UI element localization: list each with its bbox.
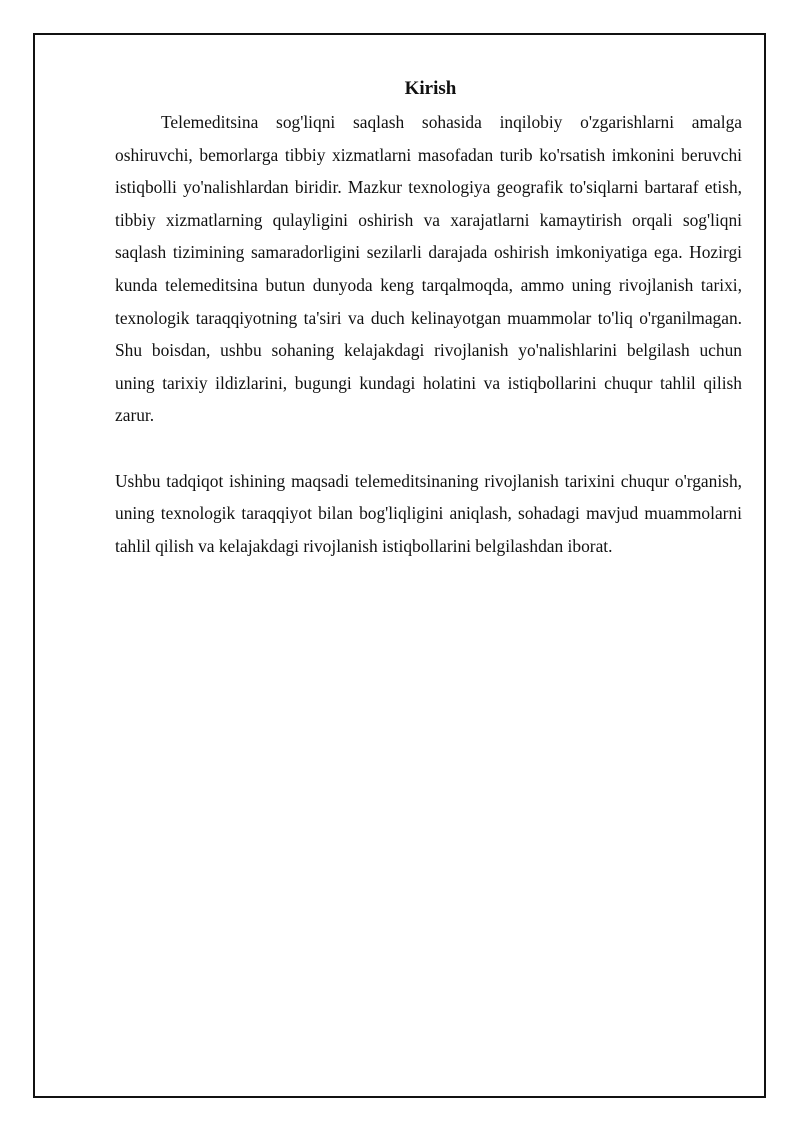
purpose-paragraph: Ushbu tadqiqot ishining maqsadi telemeditsinaning rivojlanish tarixini chuqur o'rganish, uning texnologik taraqqiyot bilan bog'liqligini aniqlash, sohadagi mavjud muammolarni tahlil qilish va kelajakdagi rivojlanish istiqbollarini belgilashdan iborat. [115,470,742,556]
intro-paragraph: Telemeditsina sog'liqni saqlash sohasida inqilobiy o'zgarishlarni amalga oshiruvchi, bemorlarga tibbiy xizmatlarni masofadan turib ko'rsatish imkonini beruvchi istiqbolli yo'nalishlardan biridir. Mazkur texnologiya geografik to'siqlarni bartaraf etish, tibbiy xizmatlarning qulayligini oshirish va xarajatlarni kamaytirish orqali sog'liqni saqlash tizimining samaradorligini sezilarli darajada oshirish imkoniyatiga ega. Hozirgi kunda telemeditsina butun dunyoda keng tarqalmoqda, ammo uning rivojlanish tarixi, texnologik taraqqiyotning ta'siri va duch kelinayotgan muammolar to'liq o'rganilmagan. Shu boisdan, ushbu sohaning kelajakdagi rivojlanish yo'nalishlarini belgilash uchun uning tarixiy ildizlarini, bugungi kundagi holatini va istiqbollarini chuqur tahlil qilish zarur. [115,112,742,426]
document-body [115,76,742,562]
paragraph-gap [115,432,742,465]
section-title: Kirish [404,78,457,99]
